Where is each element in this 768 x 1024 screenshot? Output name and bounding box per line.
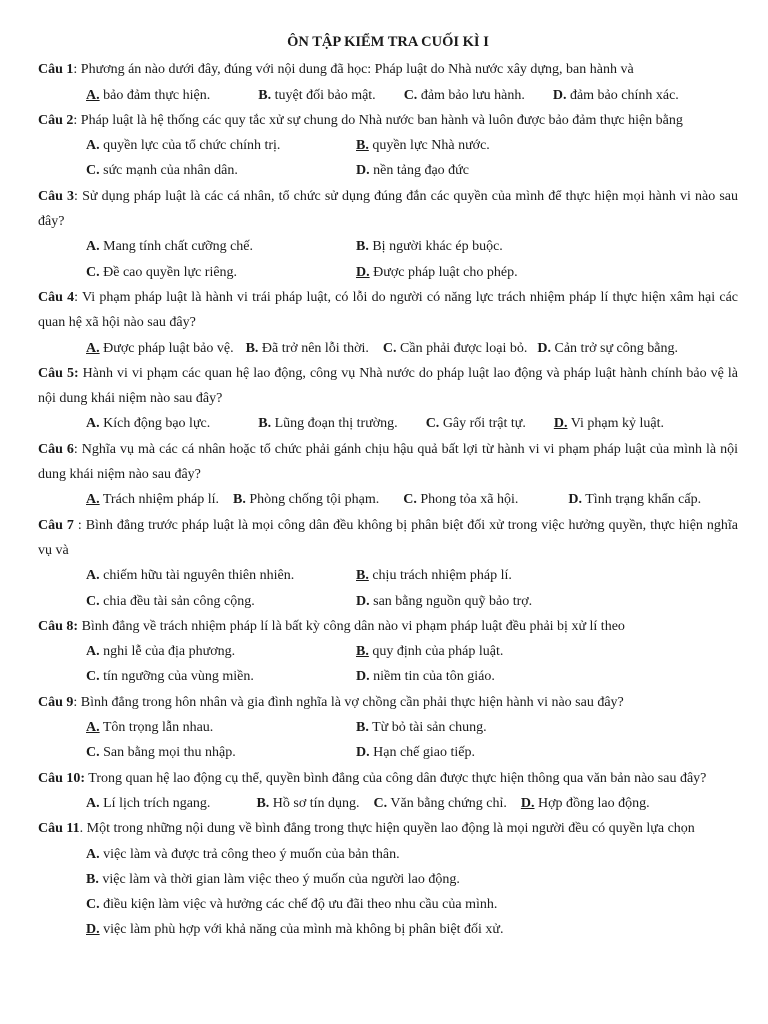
answer-text: Bị người khác ép buộc. — [368, 239, 503, 255]
question-label: Câu 1 — [38, 62, 74, 78]
answer-text: Được pháp luật bảo vệ. — [99, 340, 234, 356]
answer-option — [86, 847, 400, 862]
options-row — [38, 917, 738, 942]
answer-option — [356, 260, 626, 285]
answer-text: Cản trở sự công bằng. — [551, 340, 678, 356]
question-text: Trong quan hệ lao động cụ thể, quyền bình đẳng của công dân được thực hiện thông qua văn bản nào sau đây? — [85, 770, 707, 786]
options-row — [38, 336, 738, 361]
answer-text: Văn bằng chứng chỉ. — [387, 795, 507, 811]
answer-text: Vi phạm kỷ luật. — [567, 416, 664, 432]
answer-text: đảm bảo chính xác. — [566, 87, 679, 103]
answer-key: B. — [258, 416, 272, 432]
question-block — [38, 285, 738, 361]
answer-option — [356, 589, 626, 614]
answer-key: D. — [568, 492, 582, 508]
answer-option — [86, 639, 356, 664]
answer-option — [537, 336, 678, 361]
answer-option — [356, 133, 626, 158]
answer-option — [86, 791, 210, 816]
question-text: : Sử dụng pháp luật là các cá nhân, tổ chức sử dụng đúng đắn các quyền của mình để thực hiện mọi hành vi nào sau đây? — [38, 188, 739, 230]
question-block — [38, 184, 738, 285]
options-row — [38, 563, 738, 588]
options-row — [38, 158, 738, 183]
options-row — [38, 260, 738, 285]
answer-text: Từ bỏ tài sản chung. — [368, 720, 487, 736]
answer-text: Trách nhiệm pháp lí. — [99, 492, 220, 508]
answer-key: D. — [356, 593, 370, 609]
answer-text: Tôn trọng lẫn nhau. — [99, 720, 214, 736]
answer-text: bảo đảm thực hiện. — [99, 87, 211, 103]
question-text: : Pháp luật là hệ thống các quy tắc xử sự chung do Nhà nước ban hành và luôn được bảo đảm thực hiện bằng — [73, 112, 683, 128]
answer-key: C. — [86, 745, 100, 761]
correct-answer-key: A. — [86, 87, 100, 103]
answer-option — [356, 234, 626, 259]
answer-key: D. — [356, 669, 370, 685]
question-stem — [38, 57, 738, 82]
correct-answer-key: A. — [86, 340, 100, 356]
answer-option — [86, 872, 460, 887]
question-stem — [38, 108, 738, 133]
question-block — [38, 816, 738, 942]
answer-key: C. — [373, 795, 388, 811]
answer-text: nghi lễ của địa phương. — [99, 644, 236, 660]
question-text: : Nghĩa vụ mà các cá nhân hoặc tổ chức phải gánh chịu hậu quả bất lợi từ hành vi vi phạm pháp luật của mình là nội dung khái niệm nào sau đây? — [38, 441, 738, 483]
question-text: : Phương án nào dưới đây, đúng với nội dung đã học: Pháp luật do Nhà nước xây dựng, ban hành và — [73, 62, 634, 78]
question-label: Câu 10: — [38, 770, 86, 786]
answer-option — [256, 791, 359, 816]
options-row — [38, 83, 738, 108]
answer-text: đảm bảo lưu hành. — [417, 87, 525, 103]
answer-option — [86, 922, 503, 937]
answer-text: Hạn chế giao tiếp. — [369, 745, 475, 761]
question-label: Câu 5: — [38, 365, 79, 381]
options-row — [38, 664, 738, 689]
answer-option — [86, 260, 356, 285]
answer-key: B. — [245, 340, 259, 356]
answer-key: C. — [86, 163, 100, 179]
answer-key: C. — [86, 669, 100, 685]
answer-text: quy định của pháp luật. — [368, 644, 504, 660]
answer-text: Kích động bạo lực. — [99, 416, 211, 432]
correct-answer-key: D. — [86, 922, 100, 938]
question-text: Bình đẳng về trách nhiệm pháp lí là bất kỳ công dân nào vi phạm pháp luật đều phải bị xử lí theo — [78, 618, 625, 634]
question-stem — [38, 690, 738, 715]
answer-text: việc làm và thời gian làm việc theo ý muốn của người lao động. — [98, 871, 460, 887]
question-text: . Một trong những nội dung về bình đẳng trong thực hiện quyền lao động là mọi người đều có quyền lựa chọn — [79, 821, 695, 837]
answer-text: Gây rối trật tự. — [439, 416, 526, 432]
question-text: : Vi phạm pháp luật là hành vi trái pháp luật, có lỗi do người có năng lực trách nhiệm pháp lí thực hiện xâm hại các quan hệ xã hội nào sau đây? — [38, 289, 739, 331]
answer-text: San bằng mọi thu nhập. — [99, 745, 236, 761]
answer-option — [383, 336, 527, 361]
question-label: Câu 6 — [38, 441, 74, 457]
answer-text: Hồ sơ tín dụng. — [269, 795, 360, 811]
question-stem — [38, 766, 738, 791]
answer-option — [356, 664, 626, 689]
question-label: Câu 4 — [38, 289, 75, 305]
correct-answer-key: A. — [86, 720, 100, 736]
answer-option — [86, 234, 356, 259]
answer-text: san bằng nguồn quỹ bảo trợ. — [369, 593, 533, 609]
answer-key: C. — [425, 416, 440, 432]
answer-key: C. — [86, 897, 100, 913]
answer-key: C. — [403, 492, 417, 508]
answer-key: A. — [86, 239, 100, 255]
answer-key: A. — [86, 795, 100, 811]
answer-option — [86, 133, 356, 158]
correct-answer-key: B. — [356, 644, 369, 660]
answer-option — [403, 487, 518, 512]
answer-text: chiếm hữu tài nguyên thiên nhiên. — [99, 568, 295, 584]
answer-key: B. — [233, 492, 246, 508]
answer-option — [86, 740, 356, 765]
options-row — [38, 740, 738, 765]
answer-key: A. — [86, 138, 100, 154]
answer-key: C. — [86, 593, 100, 609]
page-title: ÔN TẬP KIỂM TRA CUỐI KÌ I — [287, 34, 489, 50]
answer-key: A. — [86, 416, 100, 432]
question-stem — [38, 614, 738, 639]
answer-text: sức mạnh của nhân dân. — [99, 163, 238, 179]
answer-text: chia đều tài sản công cộng. — [99, 593, 255, 609]
options-row — [38, 715, 738, 740]
question-block — [38, 690, 738, 766]
question-text: : Bình đẳng trước pháp luật là mọi công dân đều không bị phân biệt đối xử trong việc hưởng quyền, thực hiện nghĩa vụ và — [38, 517, 738, 558]
question-block — [38, 513, 738, 614]
answer-text: Lí lịch trích ngang. — [99, 795, 211, 811]
question-label: Câu 8: — [38, 618, 79, 634]
answer-text: Phòng chống tội phạm. — [245, 492, 380, 508]
question-label: Câu 7 — [38, 517, 74, 533]
answer-option — [356, 715, 626, 740]
answer-key: C. — [382, 340, 397, 356]
answer-option — [554, 411, 664, 436]
answer-option — [86, 487, 219, 512]
correct-answer-key: A. — [86, 492, 100, 508]
options-row — [38, 234, 738, 259]
answer-option — [258, 83, 375, 108]
question-block — [38, 766, 738, 817]
answer-text: Cần phải được loại bỏ. — [396, 340, 528, 356]
answer-key: D. — [356, 745, 370, 761]
question-label: Câu 11 — [38, 821, 80, 837]
answer-text: điều kiện làm việc và hưởng các chế độ ưu đãi theo nhu cầu của mình. — [99, 897, 498, 913]
answer-text: nền tảng đạo đức — [369, 163, 469, 179]
answer-option — [426, 411, 526, 436]
correct-answer-key: D. — [553, 416, 568, 432]
answer-option — [86, 715, 356, 740]
answer-key: A. — [86, 644, 100, 660]
answer-text: Đã trở nên lỗi thời. — [258, 340, 369, 356]
options-row — [38, 487, 738, 512]
answer-key: D. — [552, 87, 567, 103]
answer-option — [356, 639, 626, 664]
question-list — [38, 57, 738, 942]
answer-option — [86, 664, 356, 689]
answer-option — [86, 158, 356, 183]
answer-key: D. — [537, 340, 551, 356]
correct-answer-key: B. — [356, 138, 369, 154]
answer-text: tín ngưỡng của vùng miền. — [99, 669, 254, 685]
question-label: Câu 9 — [38, 694, 74, 710]
answer-text: việc làm và được trả công theo ý muốn của bản thân. — [99, 846, 400, 862]
answer-key: B. — [258, 87, 272, 103]
options-row — [38, 133, 738, 158]
question-stem — [38, 437, 738, 488]
answer-key: B. — [256, 795, 270, 811]
question-label: Câu 2 — [38, 112, 74, 128]
answer-option — [86, 563, 356, 588]
answer-key: A. — [86, 846, 100, 862]
answer-text: quyền lực của tổ chức chính trị. — [99, 138, 281, 154]
answer-key: D. — [356, 163, 370, 179]
answer-text: Hợp đồng lao động. — [534, 795, 650, 811]
options-row — [38, 867, 738, 892]
answer-key: B. — [356, 720, 369, 736]
options-row — [38, 791, 738, 816]
question-stem — [38, 285, 738, 336]
answer-text: Mang tính chất cưỡng chế. — [99, 239, 254, 255]
answer-text: Phong tỏa xã hội. — [416, 492, 519, 508]
question-stem — [38, 816, 738, 841]
answer-option — [356, 740, 626, 765]
question-stem — [38, 513, 738, 564]
correct-answer-key: D. — [356, 264, 370, 280]
question-block — [38, 108, 738, 184]
answer-text: Lũng đoạn thị trường. — [271, 416, 398, 432]
options-row — [38, 842, 738, 867]
answer-text: quyền lực Nhà nước. — [368, 138, 490, 154]
question-block — [38, 361, 738, 437]
options-row — [38, 639, 738, 664]
question-block — [38, 437, 738, 513]
question-stem — [38, 184, 738, 235]
question-block — [38, 614, 738, 690]
answer-key: C. — [403, 87, 418, 103]
answer-text: tuyệt đối bảo mật. — [271, 87, 376, 103]
answer-key: B. — [86, 871, 99, 887]
answer-option — [86, 411, 210, 436]
answer-option — [404, 83, 525, 108]
options-row — [38, 892, 738, 917]
answer-option — [374, 791, 507, 816]
options-row — [38, 589, 738, 614]
answer-option — [246, 336, 369, 361]
answer-option — [86, 897, 497, 912]
answer-option — [356, 158, 626, 183]
answer-text: niềm tin của tôn giáo. — [369, 669, 495, 685]
answer-key: C. — [86, 264, 100, 280]
answer-key: B. — [356, 239, 369, 255]
answer-text: chịu trách nhiệm pháp lí. — [368, 568, 512, 584]
answer-option — [553, 83, 679, 108]
answer-key: A. — [86, 568, 100, 584]
answer-text: Được pháp luật cho phép. — [369, 264, 518, 280]
answer-text: Tình trạng khẩn cấp. — [582, 492, 702, 508]
correct-answer-key: B. — [356, 568, 369, 584]
answer-option — [521, 791, 650, 816]
answer-option — [233, 487, 379, 512]
answer-option — [86, 336, 234, 361]
answer-option — [568, 487, 701, 512]
question-text: Hành vi vi phạm các quan hệ lao động, công vụ Nhà nước do pháp luật lao động và pháp luật hành chính bảo vệ là nội dung khái niệm nào sau đây? — [38, 365, 739, 407]
options-row — [38, 411, 738, 436]
question-stem — [38, 361, 738, 412]
question-block — [38, 57, 738, 108]
answer-option — [356, 563, 626, 588]
answer-option — [86, 589, 356, 614]
answer-option — [86, 83, 210, 108]
correct-answer-key: D. — [520, 795, 535, 811]
answer-text: việc làm phù hợp với khả năng của mình mà không bị phân biệt đối xử. — [99, 922, 504, 938]
answer-text: Đề cao quyền lực riêng. — [99, 264, 238, 280]
answer-option — [258, 411, 397, 436]
question-label: Câu 3 — [38, 188, 75, 204]
question-text: : Bình đẳng trong hôn nhân và gia đình nghĩa là vợ chồng cần phải thực hiện hành vi nào sau đây? — [73, 694, 624, 710]
